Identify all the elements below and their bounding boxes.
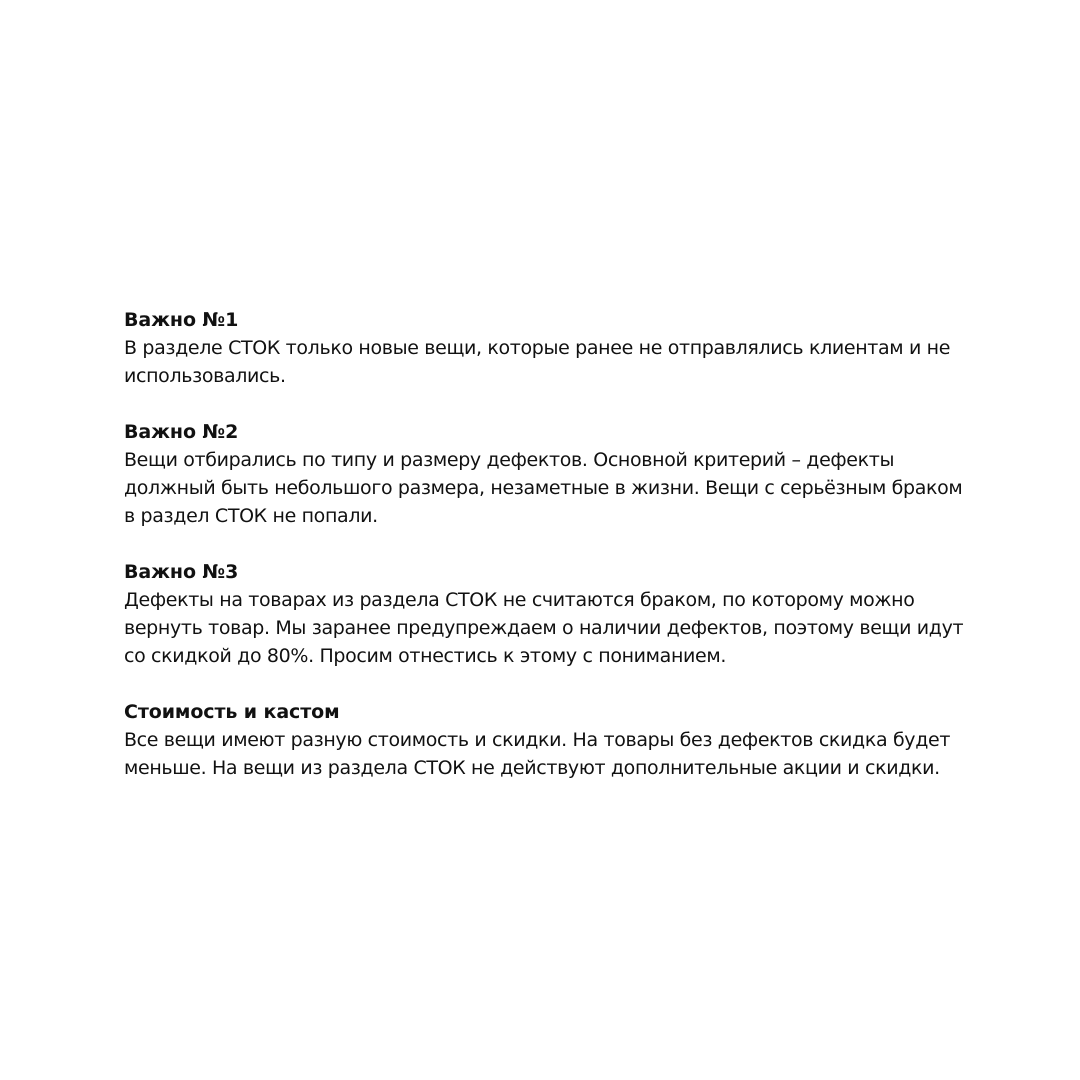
section-important-1 xyxy=(124,306,1004,390)
section-body xyxy=(124,586,1004,670)
section-important-2 xyxy=(124,418,1004,530)
section-line: со скидкой до 80%. Просим отнестись к этому с пониманием. xyxy=(124,645,727,667)
section-line: использовались. xyxy=(124,365,286,387)
section-line: Вещи отбирались по типу и размеру дефектов. Основной критерий – дефекты xyxy=(124,449,895,471)
section-line: должный быть небольшого размера, незаметные в жизни. Вещи с серьёзным браком xyxy=(124,477,963,499)
section-body xyxy=(124,726,1004,782)
section-line: Все вещи имеют разную стоимость и скидки. На товары без дефектов скидка будет xyxy=(124,729,951,751)
section-title: Важно №2 xyxy=(124,421,239,443)
section-line: В разделе СТОК только новые вещи, которые ранее не отправлялись клиентам и не xyxy=(124,337,951,359)
section-line: меньше. На вещи из раздела СТОК не действуют дополнительные акции и скидки. xyxy=(124,757,940,779)
info-document xyxy=(124,306,1004,782)
section-line: вернуть товар. Мы заранее предупреждаем о наличии дефектов, поэтому вещи идут xyxy=(124,617,964,639)
section-line: Дефекты на товарах из раздела СТОК не считаются браком, по которому можно xyxy=(124,589,915,611)
section-line: в раздел СТОК не попали. xyxy=(124,505,378,527)
section-important-3 xyxy=(124,558,1004,670)
section-title: Важно №3 xyxy=(124,561,239,583)
section-title: Важно №1 xyxy=(124,309,239,331)
section-title: Стоимость и кастом xyxy=(124,701,340,723)
section-price-and-custom xyxy=(124,698,1004,782)
section-body xyxy=(124,446,1004,530)
section-body xyxy=(124,334,1004,390)
